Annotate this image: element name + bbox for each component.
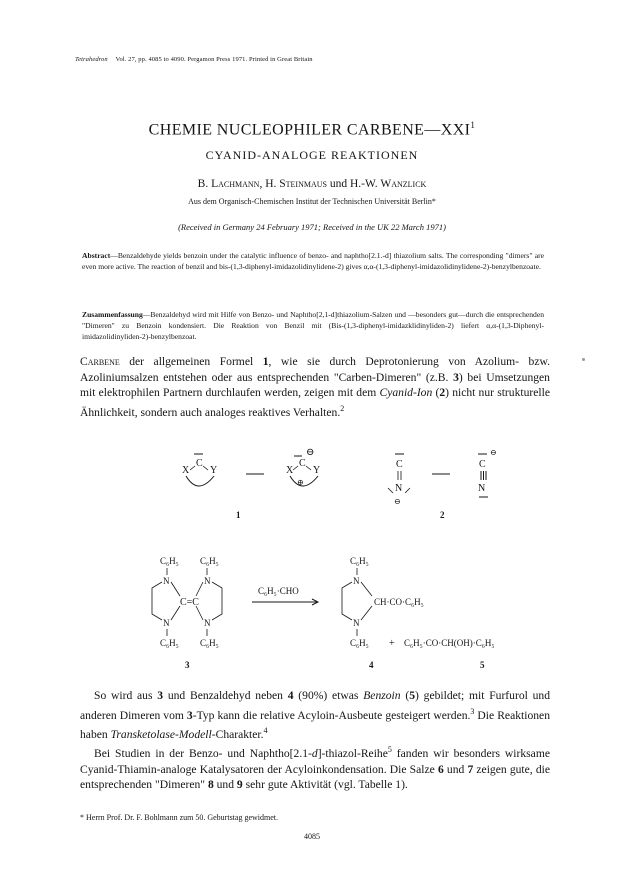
compound-number: 5 (409, 689, 416, 702)
journal-header (75, 56, 313, 63)
negative-charge: ⊖ (490, 448, 497, 457)
atom-n: N (204, 618, 211, 628)
phenyl-group: C₆H₅ (160, 556, 179, 566)
abstract-label: Abstract (82, 251, 111, 260)
negative-charge: ⊖ (394, 497, 401, 506)
negative-charge: ⊖ (306, 447, 315, 458)
body-paragraph-1 (80, 354, 550, 420)
text-run: ]-thiazol-Reihe (317, 747, 388, 761)
lead-word: Carbene (80, 355, 120, 368)
text-run: und (213, 778, 237, 792)
atom-c: C (299, 458, 306, 469)
text-run: Bei Studien in der Benzo- und Naphtho[2.1- (94, 747, 312, 761)
compound-number: 6 (437, 762, 444, 776)
abstract-text: —Benzaldehyde yields benzoin under the catalytic influence of benzo- and naphtho[2.1.-d] thiazolium salts. The corresponding "dimers" are even more active. The reaction of benzil and bis-(1,3-diphenyl-imidazolidinylidene-2) gives α,α-(1,3-diphenyl-imidazolidinylidene-2)-benzylbenzoate. (82, 251, 544, 272)
text-run: ( (432, 386, 440, 399)
atom-n: N (353, 618, 360, 628)
zusammenfassung-text: —Benzaldehyd wird mit Hilfe von Benzo- und Naphtho[2,1-d]thiazolium-Salzen und —besonders gut—durch die entsprechenden "Dimeren" zu Benzoin kondensiert. Die Reaktion von Benzil mit (Bis-(1,3-diphenyl-imidazklidinyliden-2) liefert α,α-(1,3-Diphenyl-imidazolidinyliden-2)-benzylbenzoat. (82, 310, 544, 342)
atom-y: Y (210, 465, 218, 476)
text-run: , wie sie durch Deprotonierung von Azolium- bzw. Azoliniumsalzen entstehen oder aus entsprechenden "Carben-Dimeren" (z.B. (80, 355, 550, 384)
text-run: ) nicht nur strukturelle Ähnlichkeit, sondern auch analoges reaktives Verhalten. (80, 386, 551, 419)
text-run: und Benzaldehyd neben (163, 689, 288, 702)
scan-speck (582, 358, 585, 361)
compound-number: 3 (186, 708, 193, 722)
text-run: -Charakter. (211, 727, 264, 741)
scheme-carbene-cyanide (0, 444, 624, 536)
compound-label-1: 1 (236, 510, 241, 520)
abstract (82, 250, 544, 272)
text-run: zeigen gute, die entsprechenden "Dimeren" (80, 762, 550, 792)
text-run: ) bei Umsetzungen mit elektrophilen Partnern durchlaufen werden, zeigen mit dem (80, 370, 550, 399)
text-run: ) gebildet; mit Furfurol und anderen Dimeren vom (80, 689, 551, 722)
plus-sign: + (389, 638, 395, 649)
atom-y: Y (313, 465, 321, 476)
text-run: fanden wir besonders wirksame Cyanid-Thiamin-analoge Katalysatoren der Acyloinkondensation. Die Salze (80, 747, 550, 776)
phenyl-group: C₆H₅ (350, 638, 369, 648)
author-separator: , (259, 178, 266, 190)
zusammenfassung (82, 309, 544, 343)
transketolase-term: Transketolase-Modell (110, 727, 212, 741)
received-dates (0, 222, 624, 232)
reference-mark: 5 (387, 745, 392, 755)
compound-number: 2 (439, 386, 446, 399)
atom-n: N (204, 576, 211, 586)
author-wanzlick: H.-W. Wanzlick (350, 178, 427, 190)
text-run: So wird aus (94, 689, 158, 702)
compound-number: 3 (157, 689, 164, 702)
benzoin-formula: C₆H₅·CO·CH(OH)·C₆H₅ (404, 638, 495, 648)
page-subtitle: CYANID-ANALOGE REAKTIONEN (205, 148, 419, 162)
compound-label-5: 5 (480, 660, 485, 670)
atom-n: N (395, 483, 403, 494)
carbene-structure-1-ylide (286, 447, 320, 487)
product-structure-4 (342, 556, 424, 648)
atom-n: N (353, 576, 360, 586)
text-run: (90%) etwas (293, 689, 364, 702)
text-run: ( (400, 689, 410, 702)
author-steinmaus: H. Steinmaus (265, 178, 327, 190)
compound-number: 8 (207, 778, 214, 792)
carbene-double-bond: C=C (180, 597, 199, 608)
compound-label-4: 4 (369, 660, 374, 670)
atom-n: N (163, 576, 170, 586)
atom-x: X (182, 465, 190, 476)
author-line (0, 178, 624, 190)
body-paragraph-2 (80, 688, 550, 793)
carbene-structure-1 (182, 454, 217, 486)
compound-number: 3 (453, 370, 459, 384)
text-run: und (443, 762, 468, 776)
phenyl-group: C₆H₅ (350, 556, 369, 566)
text-run: der allgemeinen Formel (119, 355, 263, 368)
phenyl-group: C₆H₅ (160, 638, 179, 648)
cyanide-structure-2 (388, 454, 410, 506)
text-run: Die Reaktionen haben (80, 708, 550, 741)
page-number: 4085 (304, 832, 320, 841)
atom-c: C (196, 458, 203, 469)
acyl-substituent: CH·CO·C₆H₅ (374, 597, 424, 607)
title-main: CHEMIE NUCLEOPHILER CARBENE—XXI (148, 121, 471, 139)
benzoin-term: Benzoin (363, 689, 401, 702)
reagent-benzaldehyde: C₆H₅·CHO (258, 586, 299, 596)
scheme-dimer-reaction (0, 544, 624, 682)
compound-label-3: 3 (185, 660, 190, 670)
author-lachmann: B. Lachmann (197, 178, 260, 190)
footnote: * Herrn Prof. Dr. F. Bohlmann zum 50. Geburtstag gewidmet. (80, 813, 278, 822)
received-text: (Received in Germany 24 February 1971; Received in the UK 22 March 1971) (178, 222, 446, 232)
compound-label-2: 2 (440, 510, 445, 520)
text-run: -Typ kann die relative Acyloin-Ausbeute gesteigert werden. (192, 708, 471, 722)
reference-mark: 2 (340, 403, 345, 413)
journal-name: Tetrahedron (75, 56, 108, 63)
compound-number: 9 (236, 778, 243, 792)
cyanid-term: Cyanid-Ion (379, 386, 433, 399)
reference-mark: 3 (470, 706, 475, 716)
atom-c: C (479, 459, 486, 470)
zusammenfassung-label: Zusammenfassung (82, 310, 143, 319)
compound-number: 7 (467, 762, 474, 776)
positive-charge: ⊕ (297, 478, 304, 487)
atom-n: N (163, 618, 170, 628)
cyanide-structure-2-alt (478, 448, 497, 497)
page-title (0, 120, 624, 139)
affiliation: Aus dem Organisch-Chemischen Institut der Technischen Universität Berlin* (188, 197, 436, 206)
compound-number: 1 (262, 355, 269, 368)
atom-x: X (286, 465, 294, 476)
journal-details: Vol. 27, pp. 4085 to 4090. Pergamon Press 1971. Printed in Great Britain (115, 56, 313, 63)
author-separator: und (327, 178, 350, 190)
phenyl-group: C₆H₅ (200, 638, 219, 648)
compound-number: 4 (287, 689, 294, 702)
dimer-structure-3 (152, 556, 222, 648)
title-footnote-ref: 1 (470, 120, 476, 130)
text-run: sehr gute Aktivität (vgl. Tabelle 1). (242, 778, 408, 792)
reference-mark: 4 (263, 725, 268, 735)
text-run: d (311, 747, 318, 761)
phenyl-group: C₆H₅ (200, 556, 219, 566)
atom-c: C (396, 459, 403, 470)
atom-n: N (478, 483, 486, 494)
